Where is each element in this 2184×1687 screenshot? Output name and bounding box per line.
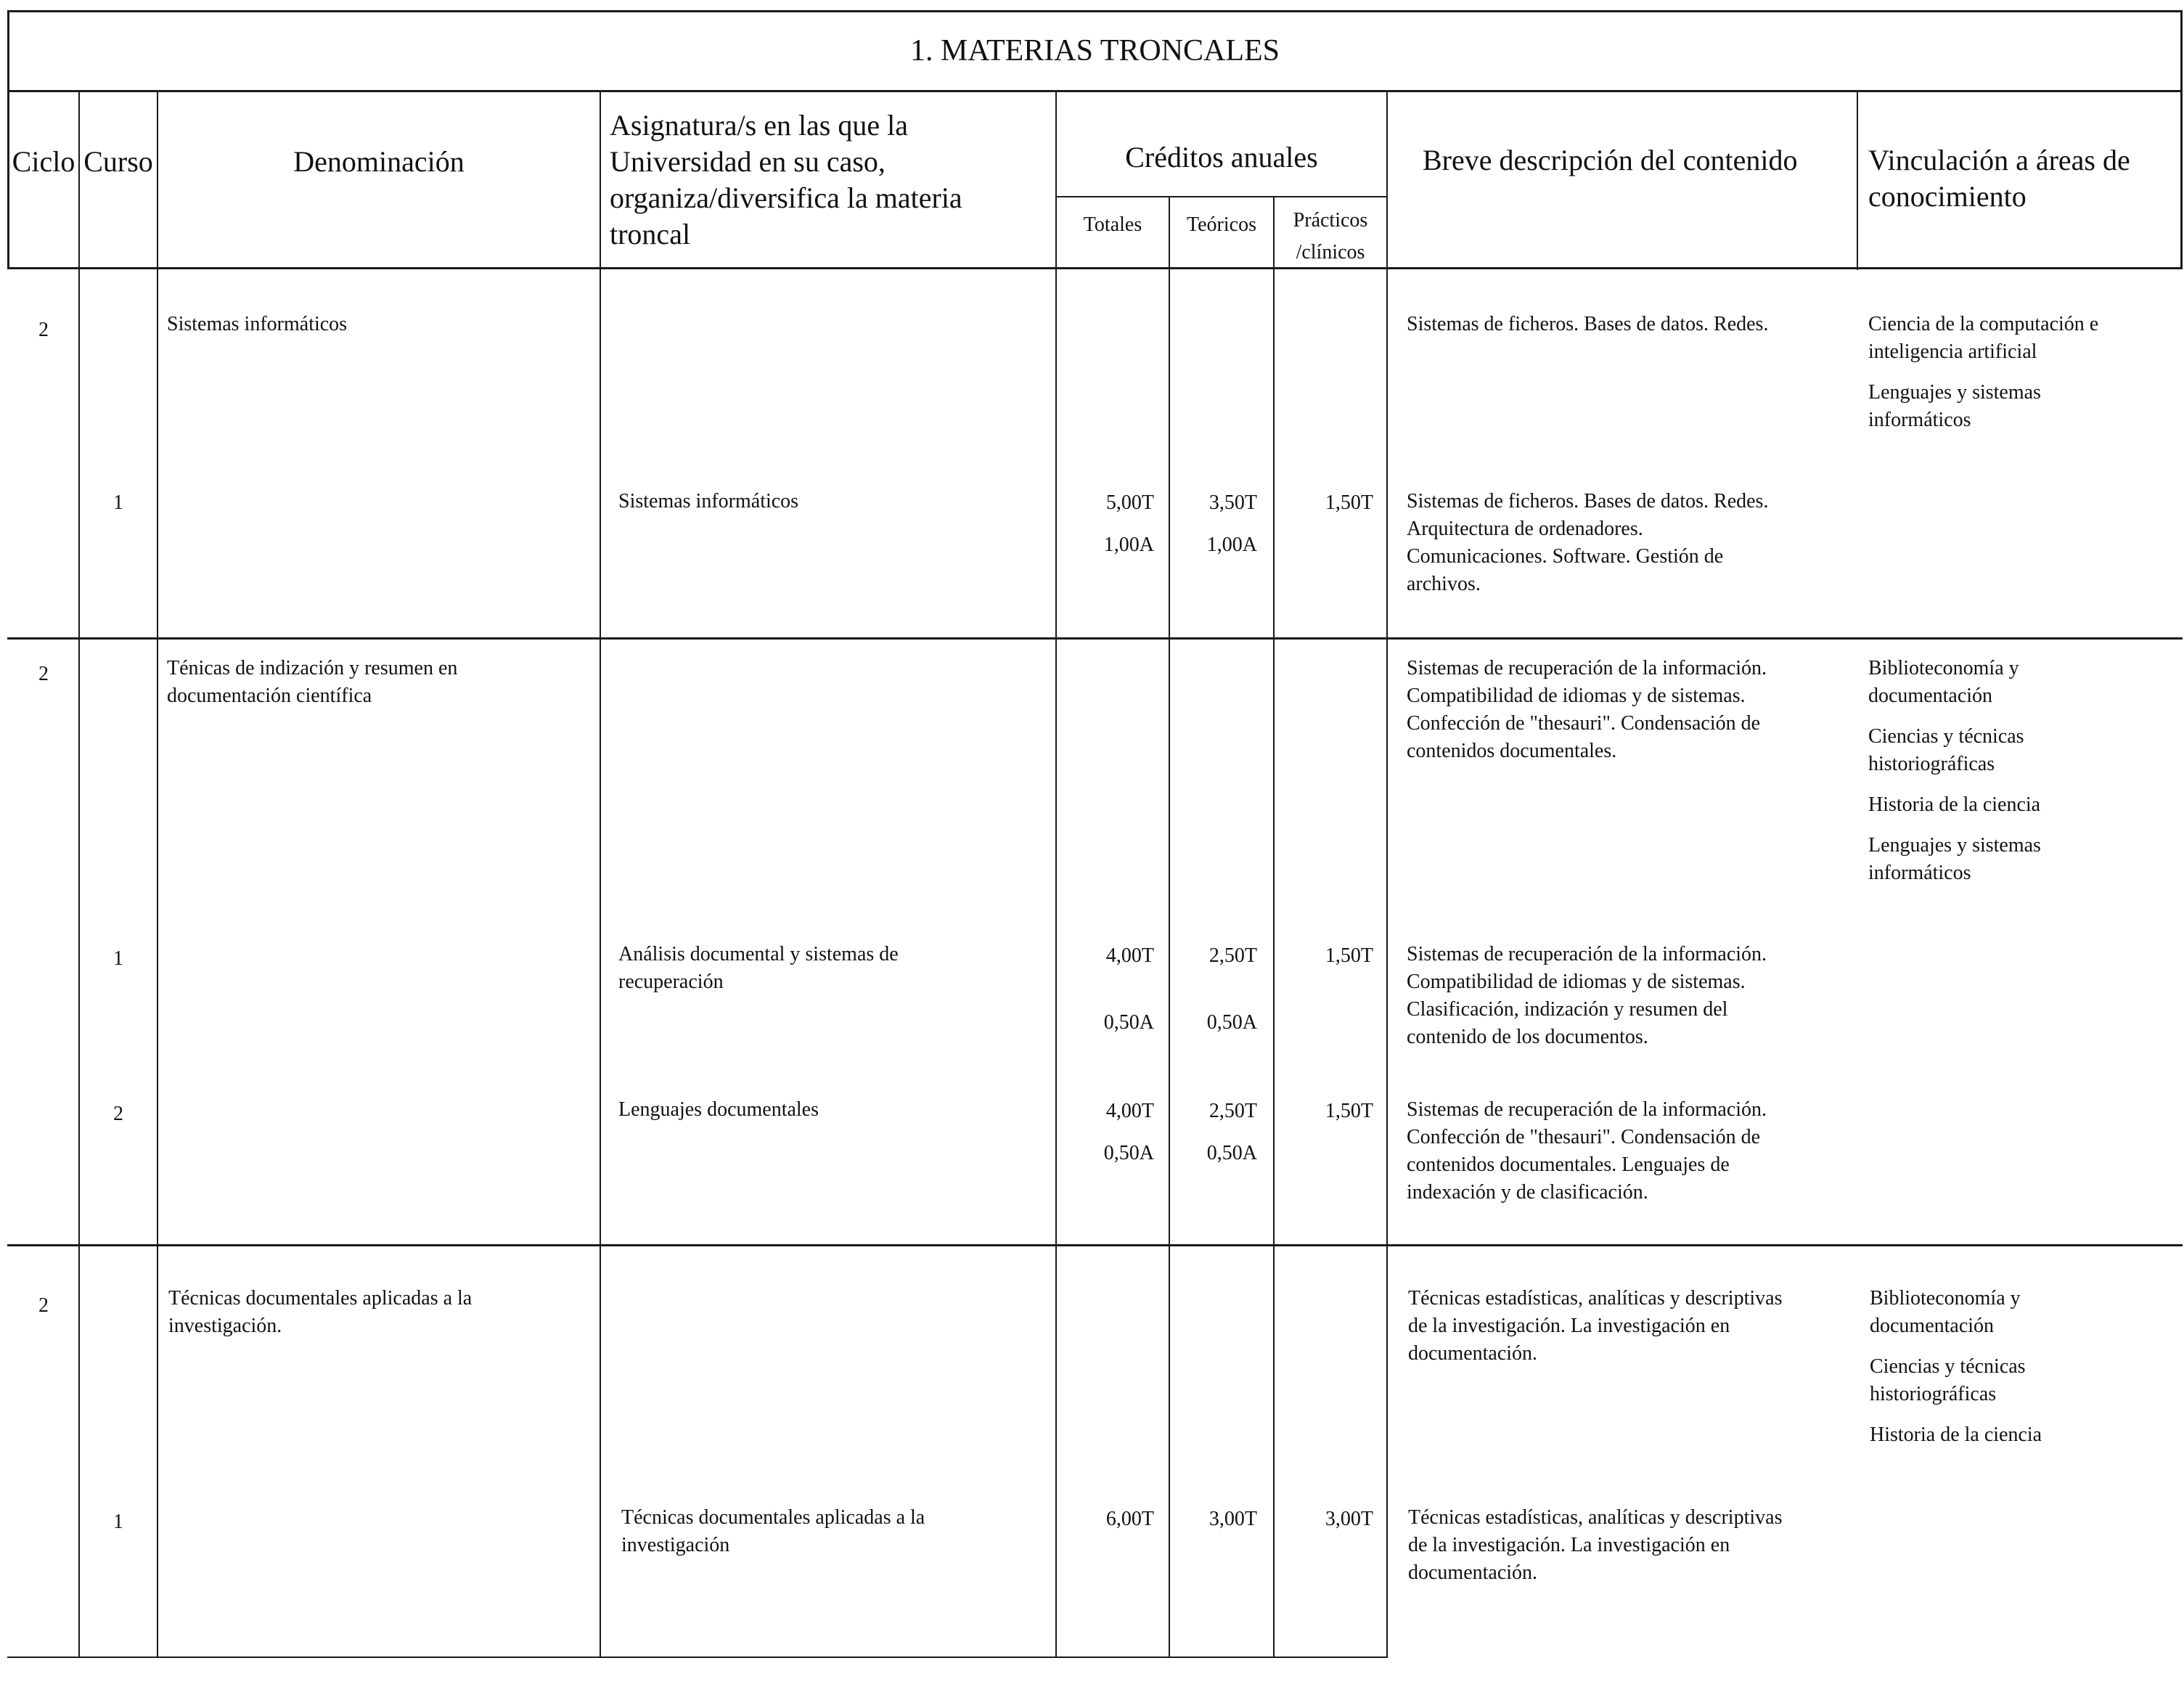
subject-totales: 0,50A xyxy=(1103,1011,1154,1034)
subject-totales: 5,00T xyxy=(1105,491,1154,514)
area-item: Ciencias y técnicas historiográficas xyxy=(1868,725,2024,775)
group-denominacion: Técnicas documentales aplicadas a la investigación. xyxy=(168,1287,473,1337)
subject-teoricos: 0,50A xyxy=(1206,1011,1257,1034)
subject-asignatura: Sistemas informáticos xyxy=(618,490,799,512)
area-item: Biblioteconomía y documentación xyxy=(1868,657,2019,707)
header-ciclo: Ciclo xyxy=(12,145,75,178)
rule-col-totales xyxy=(1169,196,1170,1658)
group-ciclo: 2 xyxy=(38,663,49,685)
rule-col-teoricos xyxy=(1273,196,1275,1658)
subject-teoricos: 2,50T xyxy=(1208,944,1257,967)
rule-top xyxy=(7,10,2183,12)
subject-descripcion: Sistemas de recuperación de la información. Compatibilidad de idiomas y de sistemas. Clasificación, indización y resumen del contenido de los documentos. xyxy=(1407,943,1767,1048)
header-vinculacion: Vinculación a áreas de conocimiento xyxy=(1868,144,2130,213)
area-item: Biblioteconomía y documentación xyxy=(1870,1287,2021,1337)
area-item: Ciencias y técnicas historiográficas xyxy=(1870,1355,2026,1405)
rule-col-descripcion xyxy=(1857,91,1858,270)
group-descripcion: Técnicas estadísticas, analíticas y descriptivas de la investigación. La investigación en documentación. xyxy=(1408,1287,1783,1365)
rule-col-asignatura xyxy=(1055,91,1057,1658)
subject-curso: 1 xyxy=(113,947,123,970)
subject-curso: 2 xyxy=(113,1103,123,1125)
area-item: Ciencia de la computación e inteligencia artificial xyxy=(1868,313,2099,363)
rule-creditos-split xyxy=(1057,196,1388,197)
header-teoricos: Teóricos xyxy=(1186,213,1256,236)
subject-descripcion: Sistemas de recuperación de la información. Confección de "thesauri". Condensación de contenidos documentales. Lenguajes de indexación y de clasificación. xyxy=(1407,1098,1767,1204)
rule-col-practicos xyxy=(1386,91,1388,1658)
subject-teoricos: 0,50A xyxy=(1206,1142,1257,1164)
header-creditos-anuales: Créditos anuales xyxy=(1125,141,1318,173)
subject-descripcion: Técnicas estadísticas, analíticas y descriptivas de la investigación. La investigación en documentación. xyxy=(1408,1506,1783,1584)
subject-practicos: 1,50T xyxy=(1325,1100,1373,1122)
subject-practicos: 1,50T xyxy=(1325,944,1373,967)
header-asignaturas: Asignatura/s en las que la Universidad en su caso, organiza/diversifica la materia troncal xyxy=(610,109,962,250)
rule-col-denominacion xyxy=(600,91,601,1658)
header-denominacion: Denominación xyxy=(293,145,465,178)
rule-group-1-bottom xyxy=(7,637,2183,640)
subject-asignatura: Análisis documental y sistemas de recuperación xyxy=(618,943,899,993)
subject-totales: 1,00A xyxy=(1103,534,1154,556)
rule-col-curso xyxy=(157,91,158,1658)
subject-totales: 0,50A xyxy=(1103,1142,1154,1164)
group-denominacion: Sistemas informáticos xyxy=(167,313,348,335)
subject-teoricos: 2,50T xyxy=(1208,1100,1257,1122)
group-ciclo: 2 xyxy=(38,1294,49,1317)
header-practicos: Prácticos /clínicos xyxy=(1293,209,1368,264)
subject-practicos: 3,00T xyxy=(1325,1508,1373,1530)
rule-group-2-bottom xyxy=(7,1244,2183,1246)
subject-totales: 4,00T xyxy=(1105,1100,1154,1122)
subject-descripcion: Sistemas de ficheros. Bases de datos. Redes. Arquitectura de ordenadores. Comunicaciones. Software. Gestión de archivos. xyxy=(1407,490,1769,595)
header-totales: Totales xyxy=(1083,213,1142,236)
subject-totales: 6,00T xyxy=(1105,1508,1154,1530)
group-descripcion: Sistemas de recuperación de la información. Compatibilidad de idiomas y de sistemas. Confección de "thesauri". Condensación de contenidos documentales. xyxy=(1407,657,1767,762)
area-item: Lenguajes y sistemas informáticos xyxy=(1868,834,2041,884)
subject-asignatura: Técnicas documentales aplicadas a la investigación xyxy=(621,1506,925,1556)
area-item: Historia de la ciencia xyxy=(1868,793,2041,816)
group-descripcion: Sistemas de ficheros. Bases de datos. Redes. xyxy=(1407,313,1769,335)
group-denominacion: Ténicas de indización y resumen en documentación científica xyxy=(167,657,458,707)
rule-bottom xyxy=(7,1657,1386,1658)
area-item: Historia de la ciencia xyxy=(1870,1423,2042,1446)
subject-curso: 1 xyxy=(113,491,123,514)
area-item: Lenguajes y sistemas informáticos xyxy=(1868,381,2041,431)
subject-teoricos: 3,00T xyxy=(1208,1508,1257,1530)
header-curso: Curso xyxy=(83,145,153,178)
subject-curso: 1 xyxy=(113,1511,123,1533)
group-ciclo: 2 xyxy=(38,319,49,341)
subject-asignatura: Lenguajes documentales xyxy=(618,1098,819,1121)
subject-totales: 4,00T xyxy=(1105,944,1154,967)
subject-teoricos: 3,50T xyxy=(1208,491,1257,514)
rule-col-ciclo xyxy=(78,91,80,1658)
table-title: 1. MATERIAS TRONCALES xyxy=(909,34,1280,68)
subject-teoricos: 1,00A xyxy=(1206,534,1257,556)
header-descripcion: Breve descripción del contenido xyxy=(1423,144,1798,176)
subject-practicos: 1,50T xyxy=(1325,491,1373,514)
